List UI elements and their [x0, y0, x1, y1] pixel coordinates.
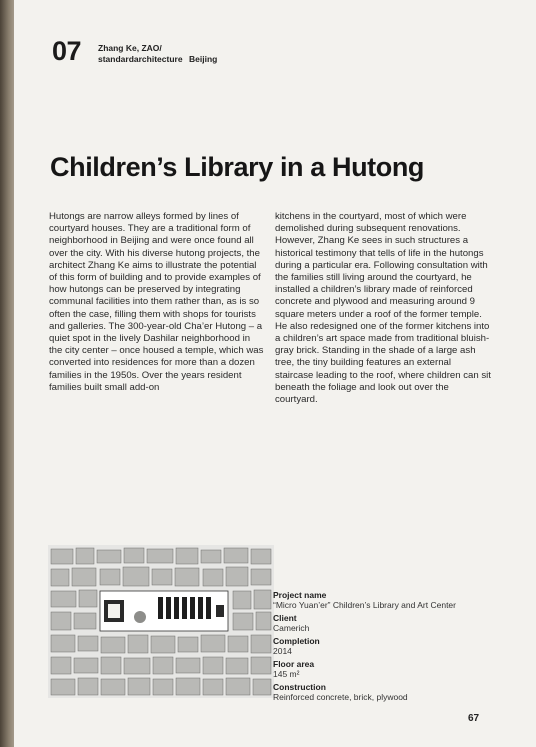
- fact-label: Client: [273, 613, 297, 623]
- fact-label: Construction: [273, 682, 326, 692]
- body-text-left: Hutongs are narrow alleys formed by lines of courtyard houses. They are a traditional form of neighborhood in Beijing and were once found all over the city. With his diverse hutong projects, the architect Zhang Ke aims to illustrate the potential of this form of building and to provide examples of how hutongs can be preserved by integrating communal facilities into them rather than, as is so often the case, filling them with shops for tourists and galleries. The 300-year-old Cha’er Hutong – a quiet spot in the lively Dashilar neighborhood in the city center – once housed a temple, which was converted into residences for more than a dozen families in the 1950s. Over the years resident families built small add-on: [49, 211, 264, 393]
- body-column-right: [275, 211, 491, 406]
- fact-project-name: [273, 590, 493, 610]
- page-number: 67: [468, 713, 480, 724]
- project-number: 07: [52, 36, 82, 66]
- fact-value: 2014: [273, 646, 292, 656]
- fact-label: Completion: [273, 636, 320, 646]
- site-plan-map: [48, 545, 274, 698]
- project-facts: [273, 590, 493, 705]
- project-city: Beijing: [189, 54, 218, 64]
- fact-value: Reinforced concrete, brick, plywood: [273, 692, 408, 702]
- fact-client: [273, 613, 493, 633]
- fact-floor-area: [273, 659, 493, 679]
- fact-label: Project name: [273, 590, 327, 600]
- body-text-right: kitchens in the courtyard, most of which were demolished during subsequent renovations. However, Zhang Ke sees in such structures a historical testimony that tells of life in the hutongs during a particular era. Following consultation with the families still living around the courtyard, he installed a children’s library made of reinforced concrete and plywood and measuring around 9 square meters under a roof of the former temple. He also redesigned one of the former kitchens into a children’s art space made from traditional bluish-gray brick. Standing in the shade of a large ash tree, the tiny building features an external staircase leading to the roof, where children can sit beneath the foliage and look out over the courtyard.: [275, 211, 491, 406]
- body-column-left: [49, 211, 265, 394]
- project-site-highlight: [100, 591, 228, 631]
- page-title: Children’s Library in a Hutong: [50, 152, 425, 182]
- fact-value: “Micro Yuan’er” Children’s Library and Art Center: [273, 600, 456, 610]
- architect-name: Zhang Ke, ZAO/: [98, 43, 162, 53]
- fact-value: Camerich: [273, 623, 310, 633]
- fact-construction: [273, 682, 493, 702]
- architect-studio: standardarchitecture: [98, 54, 183, 64]
- fact-completion: [273, 636, 493, 656]
- fact-value: 145 m²: [273, 669, 300, 679]
- fact-label: Floor area: [273, 659, 315, 669]
